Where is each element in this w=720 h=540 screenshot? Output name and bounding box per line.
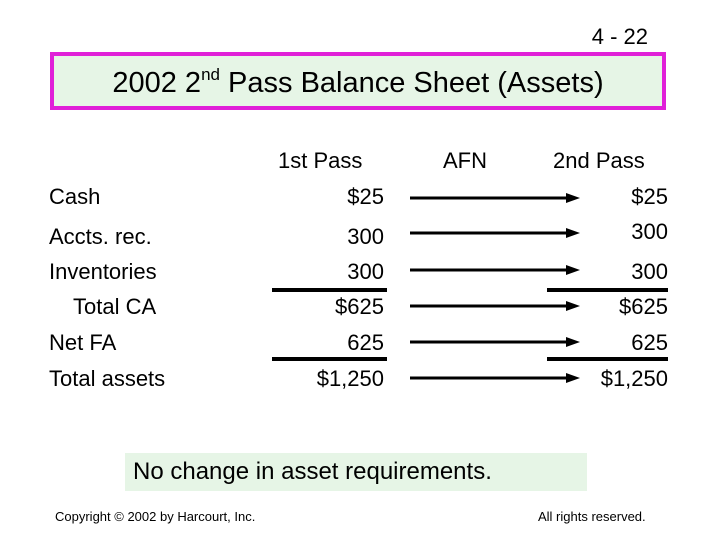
- arrow-cash: [410, 193, 580, 203]
- row-label-accounts-receivable: Accts. rec.: [49, 224, 152, 249]
- first-pass-net-fa: 625: [347, 330, 384, 355]
- first-pass-accounts-receivable: 300: [347, 224, 384, 249]
- arrow-total-assets: [410, 373, 580, 383]
- arrow-inventories: [410, 265, 580, 275]
- arrow-net-fa: [410, 337, 580, 347]
- second-pass-net-fa: 625: [631, 330, 668, 355]
- second-pass-inventories: 300: [631, 259, 668, 284]
- footer-rights: All rights reserved.: [538, 509, 646, 524]
- second-pass-cash: $25: [631, 184, 668, 209]
- row-label-net-fa: Net FA: [49, 330, 117, 355]
- first-pass-inventories: 300: [347, 259, 384, 284]
- row-label-total-assets: Total assets: [49, 366, 166, 391]
- second-pass-total-ca: $625: [619, 294, 668, 319]
- arrow-accounts-receivable: [410, 228, 580, 238]
- first-pass-cash: $25: [347, 184, 384, 209]
- title-suffix: Pass Balance Sheet (Assets): [219, 67, 604, 99]
- second-pass-total-assets: $1,250: [600, 366, 668, 391]
- header-afn: AFN: [443, 148, 487, 173]
- footer-copyright: Copyright © 2002 by Harcourt, Inc.: [55, 509, 256, 524]
- first-pass-total-ca: $625: [335, 294, 384, 319]
- page-number: 4 - 22: [591, 24, 648, 49]
- first-pass-total-assets: $1,250: [316, 366, 384, 391]
- row-label-cash: Cash: [49, 184, 101, 209]
- second-pass-accounts-receivable: 300: [631, 219, 668, 244]
- title-superscript: nd: [201, 65, 220, 84]
- header-second-pass: 2nd Pass: [553, 148, 645, 173]
- title-prefix: 2002 2: [112, 67, 202, 99]
- header-first-pass: 1st Pass: [278, 148, 363, 173]
- arrow-total-ca: [410, 301, 580, 311]
- row-label-inventories: Inventories: [49, 259, 157, 284]
- row-label-total-ca: Total CA: [73, 294, 157, 319]
- callout-note: No change in asset requirements.: [125, 453, 587, 491]
